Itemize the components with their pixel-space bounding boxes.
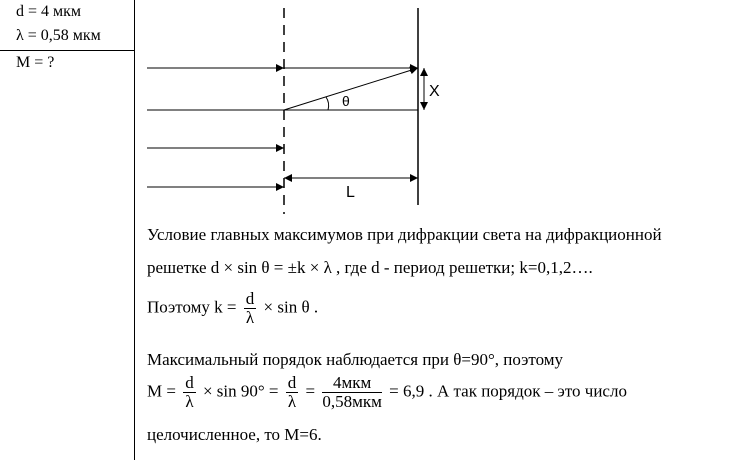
solution-line-2: решетке d × sin θ = ±k × λ , где d - период решетки; k=0,1,2…. — [147, 258, 593, 277]
fraction-numerator: d — [287, 373, 297, 392]
m-prefix: M = — [147, 381, 176, 401]
m-result: = 6,9 — [389, 381, 425, 401]
fraction-1 — [183, 374, 196, 411]
fraction-2 — [286, 374, 299, 411]
m-eq: = — [305, 381, 316, 401]
fraction-denominator: λ — [287, 392, 297, 411]
given-lambda: λ = 0,58 мкм — [16, 27, 101, 44]
diffracted-ray — [284, 68, 418, 110]
fraction-denominator: λ — [245, 308, 255, 327]
fraction-denominator: λ — [185, 392, 194, 411]
solution-line-6: целочисленное, то M=6. — [147, 425, 322, 444]
angle-label: θ — [342, 93, 350, 109]
fraction-numerator: 4мкм — [322, 374, 382, 393]
solution-line-1: Условие главных максимумов при дифракции света на дифракционной — [147, 225, 662, 244]
k-prefix: Поэтому k = — [147, 297, 237, 317]
solution-line-3 — [147, 290, 318, 327]
given-d: d = 4 мкм — [16, 3, 82, 20]
solution-line-5 — [147, 374, 627, 411]
fraction-numerator: d — [245, 289, 255, 308]
fraction-numerator: d — [185, 373, 194, 392]
solution-line-4: Максимальный порядок наблюдается при θ=90°, поэтому — [147, 350, 564, 369]
fraction-3 — [322, 374, 382, 411]
x-label: X — [429, 83, 440, 100]
given-find: M = ? — [16, 54, 55, 71]
fraction-d-lambda — [244, 290, 257, 327]
m-mid: × sin 90° = — [202, 381, 279, 401]
m-tail: . А так порядок – это число — [428, 381, 627, 401]
fraction-denominator: 0,58мкм — [322, 392, 382, 411]
l-label: L — [346, 184, 355, 201]
angle-arc — [326, 97, 329, 110]
k-suffix: × sin θ . — [263, 297, 319, 317]
